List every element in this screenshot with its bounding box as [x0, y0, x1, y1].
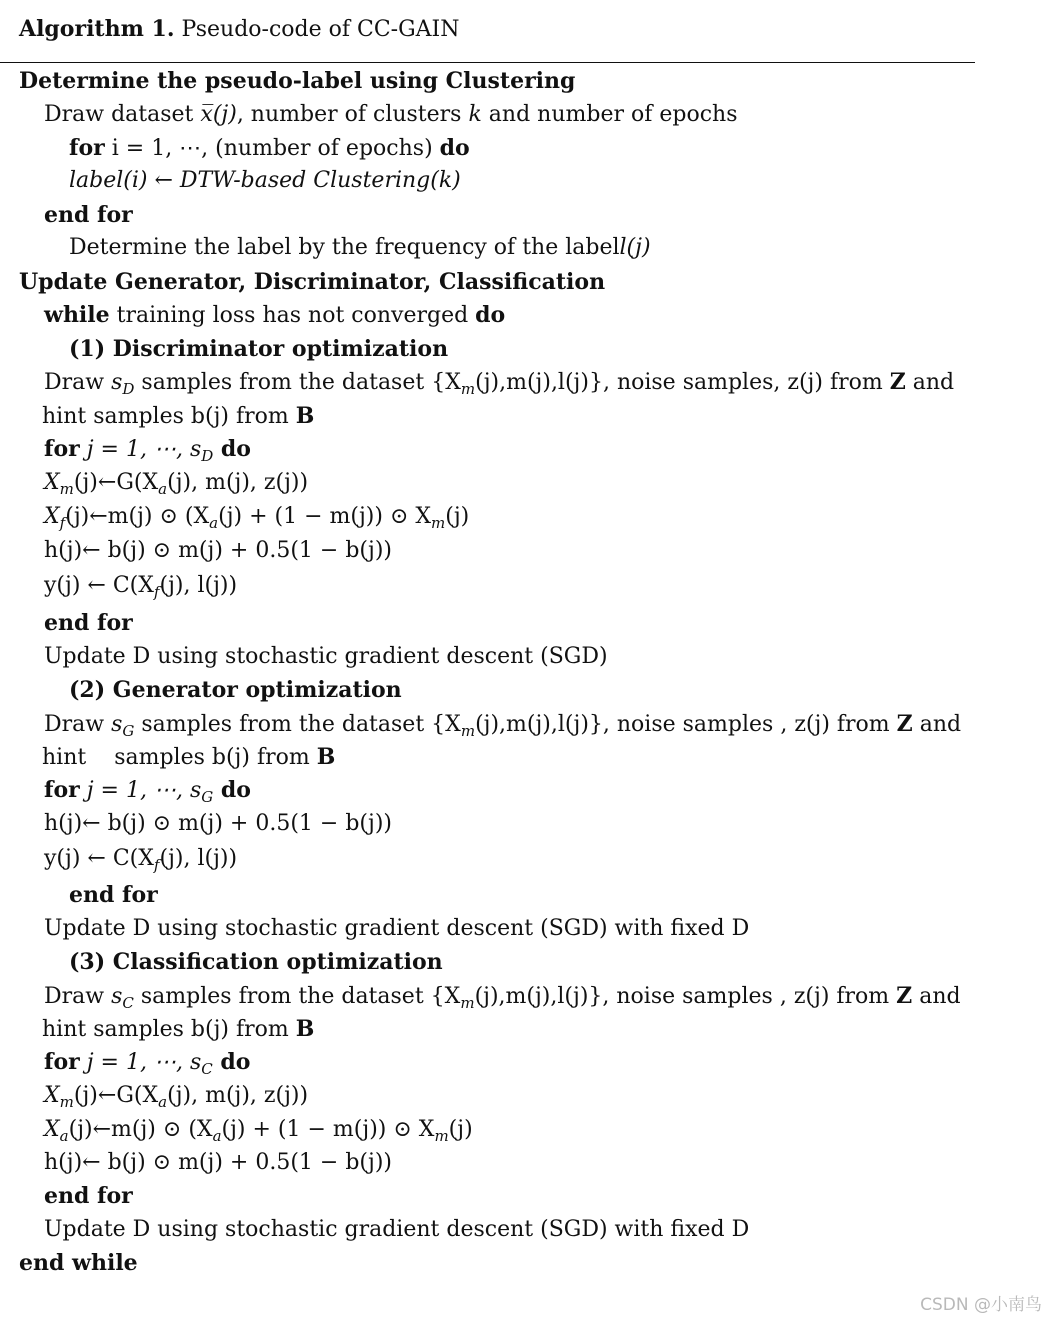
symbol-B: B	[316, 744, 336, 770]
section-heading-clustering: Determine the pseudo-label using Clustering	[19, 68, 576, 94]
section-heading-update: Update Generator, Discriminator, Classification	[19, 269, 606, 295]
subscript: a	[59, 1127, 69, 1145]
equation-xa	[44, 1113, 473, 1147]
heading-discriminator: (1) Discriminator optimization	[69, 336, 449, 362]
math: (j)←m(j) ⊙ (X	[68, 1117, 213, 1142]
math: (j), m(j), z(j))	[167, 470, 309, 495]
math: (j)←G(X	[73, 1083, 159, 1108]
math: (j)←m(j) ⊙ (X	[65, 504, 210, 529]
line-update-d: Update D using stochastic gradient descent (SGD) with fixed D	[44, 916, 750, 941]
subscript: C	[201, 1060, 213, 1078]
text: and	[905, 370, 955, 395]
text: Draw	[44, 712, 112, 737]
line-end-for: end for	[44, 202, 133, 228]
line-end-for: end for	[69, 882, 158, 908]
math-s: s	[111, 370, 123, 395]
algorithm-label: Algorithm 1.	[19, 16, 175, 42]
subscript: D	[122, 380, 135, 398]
keyword-do: do	[213, 436, 251, 462]
line-end-while: end while	[19, 1250, 138, 1276]
math: (j), l(j))	[159, 573, 238, 598]
text: (j),m(j),l(j)}, noise samples, z(j) from	[475, 370, 890, 395]
line-end-for: end for	[44, 610, 133, 636]
line-determine-label	[69, 231, 651, 265]
math: X	[44, 1083, 60, 1108]
math-lj: l(j)	[619, 235, 651, 260]
equation-hint: h(j)← b(j) ⊙ m(j) + 0.5(1 − b(j))	[44, 538, 392, 563]
heading-generator: (2) Generator optimization	[69, 677, 402, 703]
math: X	[44, 504, 60, 529]
line-update-d: Update D using stochastic gradient descent (SGD)	[44, 644, 608, 669]
text: hint samples b(j) from	[42, 1017, 296, 1042]
subscript: f	[59, 514, 66, 532]
text: samples from the dataset {X	[134, 712, 461, 737]
keyword-for: for	[44, 1049, 80, 1075]
line-hint-samples	[42, 1012, 314, 1046]
subscript: f	[153, 583, 160, 601]
text: Draw dataset	[44, 102, 201, 127]
subscript: f	[153, 856, 160, 874]
math: (j)←G(X	[73, 470, 159, 495]
heading-classification: (3) Classification optimization	[69, 949, 443, 975]
math: X	[44, 470, 60, 495]
line-for-sd	[44, 432, 251, 466]
math: (j) + (1 − m(j)) ⊙ X	[221, 1117, 435, 1142]
math: (j), l(j))	[159, 846, 238, 871]
math: (j), m(j), z(j))	[167, 1083, 309, 1108]
subscript: m	[460, 722, 476, 740]
symbol-Z: Z	[896, 711, 913, 737]
subscript: G	[122, 722, 135, 740]
text: and number of epochs	[481, 102, 738, 127]
equation-xf	[44, 500, 469, 534]
line-while	[44, 298, 505, 332]
math-s: s	[111, 984, 123, 1009]
watermark: CSDN @小南鸟	[920, 1295, 1042, 1315]
keyword-do: do	[213, 777, 251, 803]
subscript: G	[201, 788, 214, 806]
line-hint-samples	[42, 399, 314, 433]
text: Determine the label by the frequency of the label	[69, 235, 620, 260]
text: Draw	[44, 370, 112, 395]
line-for-sc	[44, 1045, 250, 1079]
subscript: D	[201, 447, 214, 465]
math: (j)	[448, 1117, 473, 1142]
text: Draw	[44, 984, 112, 1009]
math: (j)	[445, 504, 470, 529]
keyword-do: do	[439, 135, 470, 161]
symbol-B: B	[295, 403, 315, 429]
text: and	[912, 712, 962, 737]
math: (j) + (1 − m(j)) ⊙ X	[218, 504, 432, 529]
line-for-epochs	[69, 131, 470, 165]
math-for-expr: j = 1, ⋯, s	[79, 778, 202, 803]
math-for-expr: j = 1, ⋯, s	[79, 437, 202, 462]
text: samples from the dataset {X	[133, 984, 461, 1009]
equation-hint: h(j)← b(j) ⊙ m(j) + 0.5(1 − b(j))	[44, 1150, 392, 1175]
subscript: a	[158, 1093, 168, 1111]
symbol-Z: Z	[896, 983, 913, 1009]
subscript: m	[59, 480, 74, 498]
text: samples from the dataset {X	[134, 370, 461, 395]
subscript: m	[434, 1127, 449, 1145]
keyword-do: do	[212, 1049, 251, 1075]
math-for-expr: j = 1, ⋯, s	[79, 1050, 202, 1075]
math: y(j) ← C(X	[44, 846, 154, 871]
algorithm-caption: Pseudo-code of CC-GAIN	[181, 17, 460, 42]
subscript: m	[460, 380, 476, 398]
text: , number of clusters	[236, 102, 469, 127]
math-for-expr: i = 1, ⋯, (number of epochs)	[111, 136, 433, 161]
text: (j),m(j),l(j)}, noise samples , z(j) from	[475, 712, 897, 737]
keyword-while: while	[44, 302, 110, 328]
keyword-for: for	[44, 777, 80, 803]
math-xbar: x̅(j)	[200, 102, 237, 127]
math-k: k	[468, 102, 482, 127]
subscript: m	[431, 514, 446, 532]
subscript: a	[158, 480, 168, 498]
symbol-Z: Z	[889, 369, 906, 395]
line-draw-sc	[44, 979, 961, 1013]
line-for-sg	[44, 773, 251, 807]
math: y(j) ← C(X	[44, 573, 154, 598]
subscript: m	[460, 994, 475, 1012]
title-rule	[0, 62, 975, 63]
line-update-d: Update D using stochastic gradient descent (SGD) with fixed D	[44, 1217, 750, 1242]
line-hint-samples	[42, 740, 335, 774]
line-label-assign: label(i) ← DTW-based Clustering(k)	[69, 168, 461, 193]
equation-hint: h(j)← b(j) ⊙ m(j) + 0.5(1 − b(j))	[44, 811, 392, 836]
line-end-for: end for	[44, 1183, 133, 1209]
text: and	[912, 984, 961, 1009]
text: hint samples b(j) from	[42, 745, 317, 770]
symbol-B: B	[295, 1016, 315, 1042]
subscript: a	[212, 1127, 222, 1145]
keyword-do: do	[475, 302, 506, 328]
subscript: m	[59, 1093, 74, 1111]
equation-xm	[44, 466, 308, 500]
keyword-for: for	[44, 436, 80, 462]
equation-y	[44, 569, 237, 603]
line-draw-sd	[44, 365, 954, 399]
line-draw-sg	[44, 707, 961, 741]
keyword-for: for	[69, 135, 105, 161]
equation-y	[44, 842, 237, 876]
subscript: a	[209, 514, 219, 532]
text: (j),m(j),l(j)}, noise samples , z(j) from	[474, 984, 897, 1009]
text: hint samples b(j) from	[42, 404, 296, 429]
line-draw-dataset	[44, 98, 738, 132]
text: training loss has not converged	[109, 303, 476, 328]
subscript: C	[122, 994, 134, 1012]
algorithm-title	[19, 14, 460, 45]
math: X	[44, 1117, 60, 1142]
math-s: s	[111, 712, 123, 737]
equation-xm	[44, 1079, 308, 1113]
